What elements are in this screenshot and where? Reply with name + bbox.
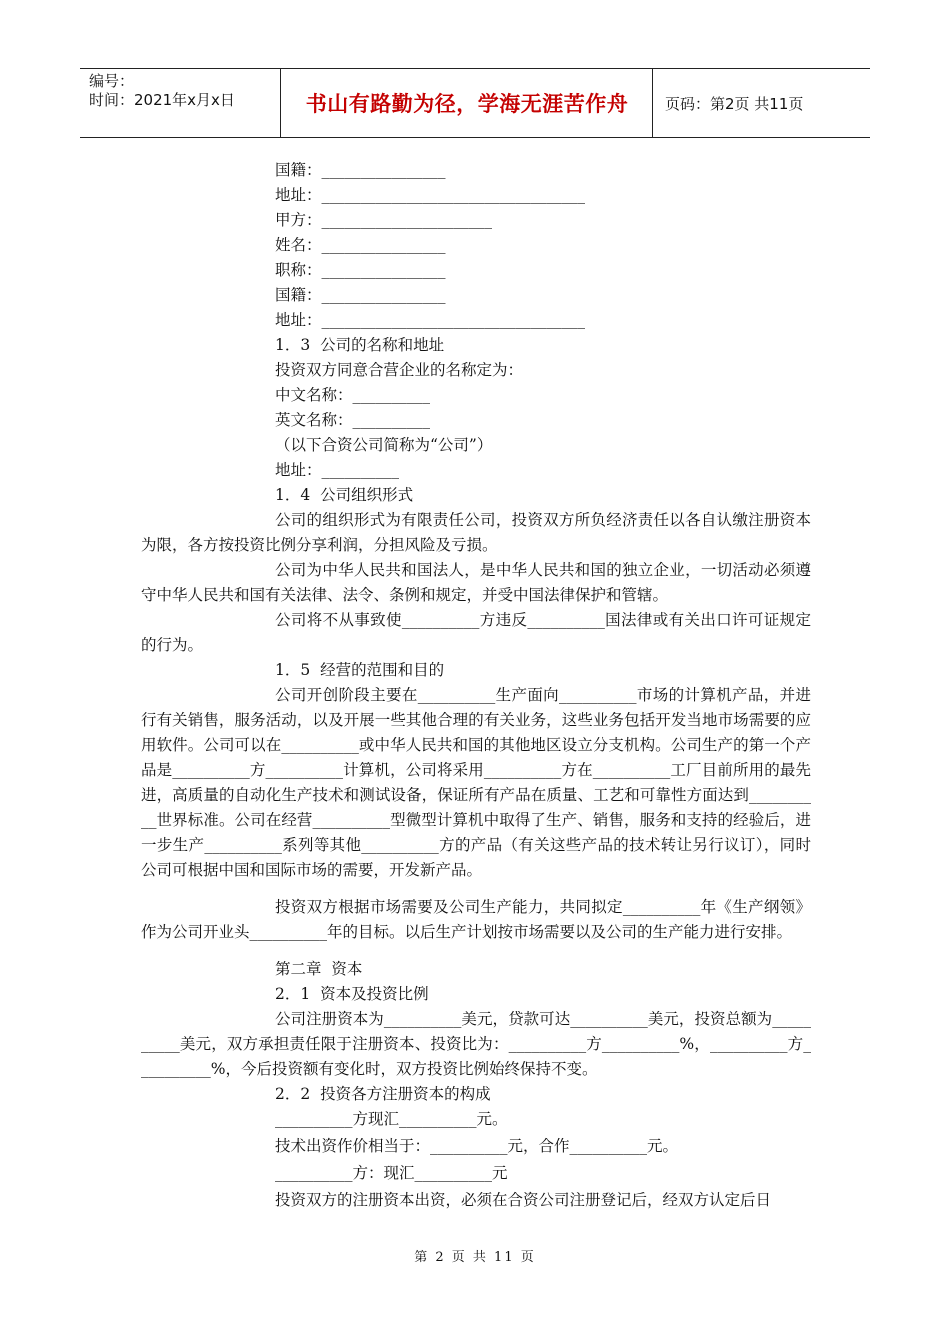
document-date: 时间：2021年x月x日 [89, 91, 235, 109]
paragraph-gap [141, 883, 811, 895]
field-title: 职称：________________ [275, 261, 446, 279]
paragraph-legal-person: 公司为中华人民共和国法人，是中华人民共和国的独立企业，一切活动必须遵守中华人民共和国有关法律、法令、条例和规定，并受中国法律保护和管辖。 [141, 561, 811, 604]
document-number-label: 编号： [89, 72, 135, 90]
header-meta [80, 69, 281, 137]
paragraph-export-compliance: 公司将不从事致使__________方违反__________国法律或有关出口许可证规定的行为。 [141, 611, 811, 654]
line-technology-contribution: 技术出资作价相当于：__________元，合作__________元。 [275, 1137, 679, 1155]
paragraph-org-form: 公司的组织形式为有限责任公司，投资双方所负经济责任以各自认缴注册资本为限，各方按投资比例分享利润，分担风险及亏损。 [141, 511, 811, 554]
field-nationality: 国籍：________________ [275, 161, 446, 179]
field-chinese-name: 中文名称：__________ [275, 386, 431, 404]
paragraph-registered-capital: 公司注册资本为__________美元，贷款可达__________美元，投资总额为__________美元，双方承担责任限于注册资本、投资比为：__________方__________%，__________方__________%，今后投资额有变化时，双方投资比例始终保持不变。 [141, 1010, 811, 1078]
field-english-name: 英文名称：__________ [275, 411, 431, 429]
header-motto: 书山有路勤为径，学海无涯苦作舟 [305, 92, 629, 116]
section-heading-2-2: 2．2 投资各方注册资本的构成 [275, 1085, 491, 1103]
page-footer: 第 2 页 共 11 页 [414, 1250, 536, 1265]
section-heading-1-5: 1．5 经营的范围和目的 [275, 661, 445, 679]
field-address: 地址：__________________________________ [275, 186, 586, 204]
field-name: 姓名：________________ [275, 236, 446, 254]
company-name-intro: 投资双方同意合营企业的名称定为： [275, 361, 524, 379]
company-abbreviation-note: （以下合资公司简称为“公司”） [275, 436, 493, 454]
field-party-a: 甲方：______________________ [275, 211, 493, 229]
section-heading-1-3: 1．3 公司的名称和地址 [275, 336, 445, 354]
paragraph-production-plan: 投资双方根据市场需要及公司生产能力，共同拟定__________年《生产纲领》作为公司开业头__________年的目标。以后生产计划按市场需要以及公司的生产能力进行安排。 [141, 898, 811, 941]
document-body [141, 158, 811, 1213]
field-address: 地址：__________________________________ [275, 311, 586, 329]
field-company-address: 地址：__________ [275, 461, 400, 479]
paragraph-gap [141, 945, 811, 957]
chapter-heading-2: 第二章 资本 [275, 960, 363, 978]
header-motto-cell [282, 69, 653, 137]
document-header [80, 68, 870, 138]
section-heading-2-1: 2．1 资本及投资比例 [275, 985, 429, 1003]
line-cash-contribution-2: __________方：现汇__________元 [275, 1164, 508, 1182]
header-page-info: 页码：第2页 共11页 [665, 94, 804, 113]
paragraph-business-scope: 公司开创阶段主要在__________生产面向__________市场的计算机产品，并进行有关销售，服务活动，以及开展一些其他合理的有关业务，这些业务包括开发当地市场需要的应用软件。公司可以在__________或中华人民共和国的其他地区设立分支机构。公司生产的第一个产品是__________方__________计算机，公司将采用__________方在__________工厂目前所用的最先进，高质量的自动化生产技术和测试设备，保证所有产品在质量、工艺和可靠性方面达到__________世界标准。公司在经营__________型微型计算机中取得了生产、销售，服务和支持的经验后，进一步生产__________系列等其他__________方的产品（有关这些产品的技术转让另行议订），同时公司可根据中国和国际市场的需要，开发新产品。 [141, 686, 811, 879]
line-cash-contribution-1: __________方现汇__________元。 [275, 1110, 508, 1128]
paragraph-capital-timing: 投资双方的注册资本出资，必须在合资公司注册登记后，经双方认定后日 [275, 1191, 772, 1209]
field-nationality: 国籍：________________ [275, 286, 446, 304]
section-heading-1-4: 1．4 公司组织形式 [275, 486, 414, 504]
